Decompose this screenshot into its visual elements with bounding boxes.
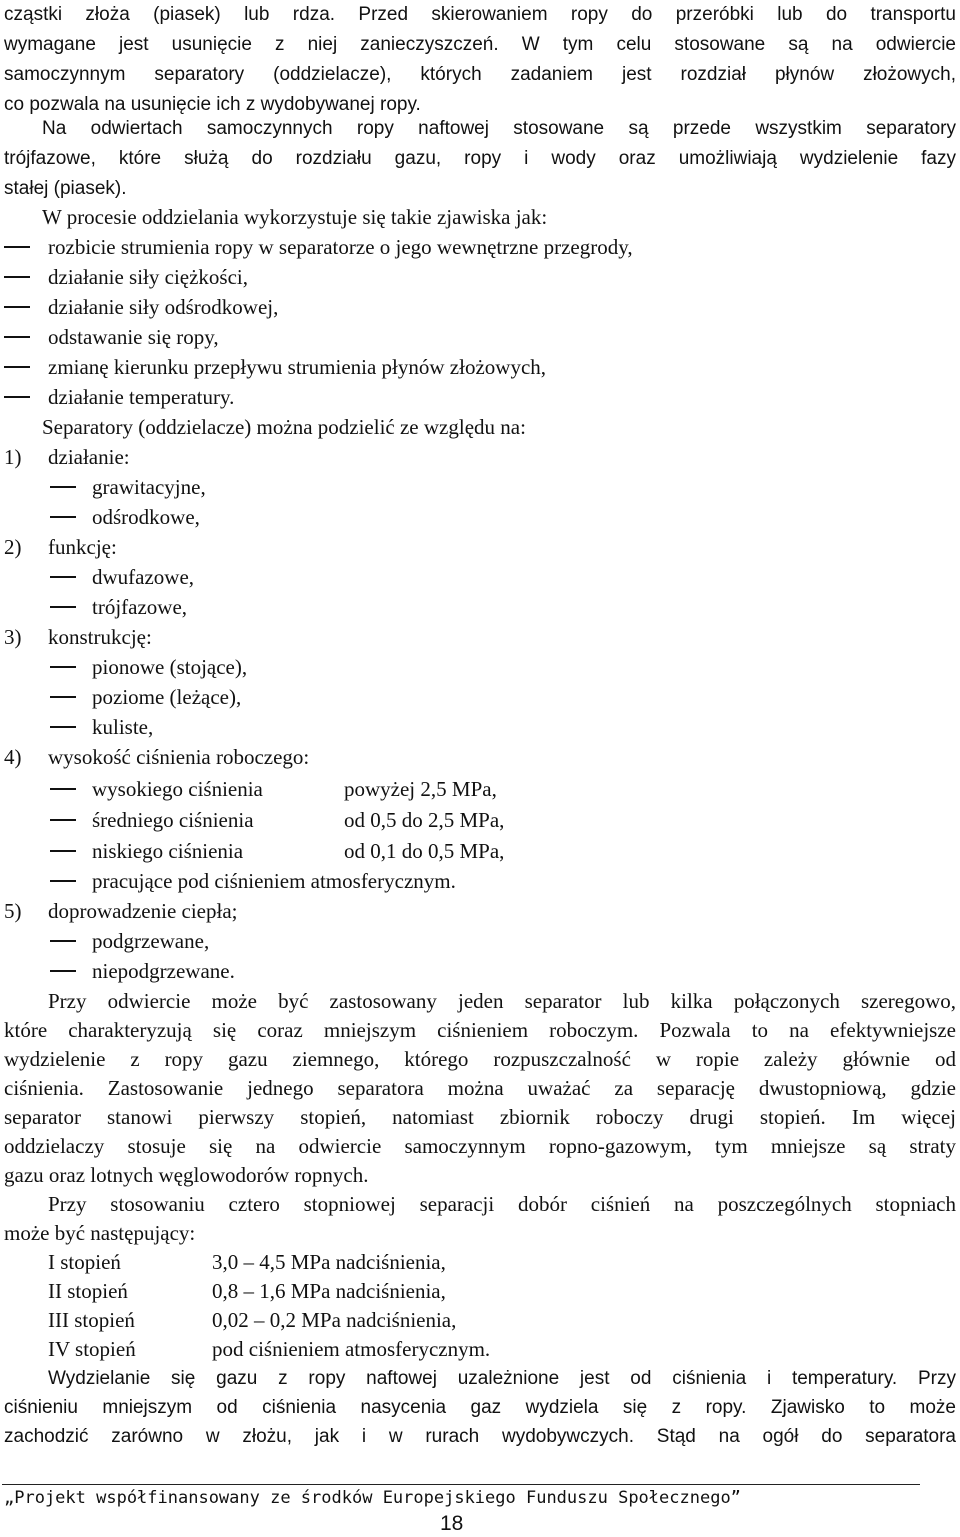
pressure-class-range: od 0,5 do 2,5 MPa, — [344, 808, 505, 832]
group-number: 3) — [4, 625, 22, 649]
paragraph-line: ciśnienia. Zastosowanie jednego separatora można uważać za separację dwustopniową, gdzie — [4, 1076, 956, 1100]
group-label: konstrukcję: — [48, 625, 152, 649]
dash-bullet-icon — [50, 805, 80, 835]
list-item: odśrodkowe, — [92, 505, 200, 529]
group-number: 1) — [4, 445, 22, 469]
list-intro: W procesie oddzielania wykorzystuje się takie zjawiska jak: — [42, 205, 548, 229]
paragraph-line: zachodzić zarówno w złożu, jak i w rurach wydobywczych. Stąd na ogół do separatora — [4, 1426, 956, 1447]
group-number: 4) — [4, 745, 22, 769]
dash-bullet-icon — [50, 926, 80, 956]
stage-pressure: pod ciśnieniem atmosferycznym. — [212, 1337, 491, 1361]
stage-pressure: 0,02 – 0,2 MPa nadciśnienia, — [212, 1308, 457, 1332]
list-item: grawitacyjne, — [92, 475, 206, 499]
dash-bullet-icon — [50, 472, 80, 502]
paragraph-line: samoczynnym separatory (oddzielacze), których zadaniem jest rozdział płynów złożowych, — [4, 64, 956, 85]
stage-label: II stopień — [48, 1279, 128, 1303]
paragraph-line: oddzielaczy stosuje się na odwiercie samoczynnym ropno-gazowym, tym mniejsze są straty — [4, 1134, 956, 1158]
dash-bullet-icon — [50, 652, 80, 682]
dash-bullet-icon — [4, 262, 34, 292]
dash-bullet-icon — [4, 292, 34, 322]
list-item: pionowe (stojące), — [92, 655, 248, 679]
group-label: funkcję: — [48, 535, 117, 559]
stage-pressure: 3,0 – 4,5 MPa nadciśnienia, — [212, 1250, 446, 1274]
paragraph-line: trójfazowe, które służą do rozdziału gazu, ropy i wody oraz umożliwiają wydzielenie fazy — [4, 148, 956, 169]
dash-bullet-icon — [50, 502, 80, 532]
group-label: doprowadzenie ciepła; — [48, 899, 238, 923]
dash-bullet-icon — [4, 382, 34, 412]
paragraph-line: separator stanowi pierwszy stopień, natomiast zbiornik roboczy drugi stopień. Im więcej — [4, 1105, 956, 1129]
group-number: 5) — [4, 899, 22, 923]
pressure-class-name: pracujące pod ciśnieniem atmosferycznym. — [92, 869, 456, 893]
paragraph-line: wydzielenie z ropy gazu ziemnego, którego rozpuszczalność w ropie zależy głównie od — [4, 1047, 956, 1071]
list-item: zmianę kierunku przepływu strumienia płynów złożowych, — [48, 355, 547, 379]
dash-bullet-icon — [50, 836, 80, 866]
list-item: poziome (leżące), — [92, 685, 242, 709]
stage-label: III stopień — [48, 1308, 135, 1332]
paragraph-line: Przy stosowaniu cztero stopniowej separacji dobór ciśnień na poszczególnych stopniach — [48, 1192, 956, 1216]
pressure-class-range: od 0,1 do 0,5 MPa, — [344, 839, 505, 863]
paragraph-line: Przy odwiercie może być zastosowany jeden separator lub kilka połączonych szeregowo, — [48, 989, 956, 1013]
dash-bullet-icon — [50, 774, 80, 804]
group-label: wysokość ciśnienia roboczego: — [48, 745, 310, 769]
paragraph-line: stałej (piasek). — [4, 178, 127, 199]
pressure-class-range: powyżej 2,5 MPa, — [344, 777, 497, 801]
list-item: działanie siły ciężkości, — [48, 265, 249, 289]
dash-bullet-icon — [50, 682, 80, 712]
dash-bullet-icon — [50, 712, 80, 742]
pressure-class-name: średniego ciśnienia — [92, 808, 254, 832]
paragraph-line: Wydzielanie się gazu z ropy naftowej uzależnione jest od ciśnienia i temperatury. Przy — [48, 1368, 956, 1389]
dash-bullet-icon — [4, 322, 34, 352]
page-number: 18 — [440, 1512, 464, 1535]
pressure-class-name: niskiego ciśnienia — [92, 839, 244, 863]
stage-label: IV stopień — [48, 1337, 136, 1361]
list-item: działanie temperatury. — [48, 385, 235, 409]
dash-bullet-icon — [50, 956, 80, 986]
footer-divider — [2, 1484, 920, 1485]
paragraph-line: wymagane jest usunięcie z niej zanieczyszczeń. W tym celu stosowane są na odwiercie — [4, 34, 956, 55]
list-item: odstawanie się ropy, — [48, 325, 219, 349]
dash-bullet-icon — [50, 592, 80, 622]
list-item: niepodgrzewane. — [92, 959, 235, 983]
paragraph-line: ciśnieniu mniejszym od ciśnienia nasycenia gaz wydziela się z ropy. Zjawisko to może — [4, 1397, 956, 1418]
list-item: działanie siły odśrodkowej, — [48, 295, 279, 319]
list-item: dwufazowe, — [92, 565, 195, 589]
group-label: działanie: — [48, 445, 130, 469]
pressure-class-name: wysokiego ciśnienia — [92, 777, 263, 801]
dash-bullet-icon — [4, 352, 34, 382]
list-item: kuliste, — [92, 715, 154, 739]
stage-label: I stopień — [48, 1250, 121, 1274]
list-item: trójfazowe, — [92, 595, 188, 619]
dash-bullet-icon — [50, 562, 80, 592]
list-item: rozbicie strumienia ropy w separatorze o jego wewnętrzne przegrody, — [48, 235, 633, 259]
footer-funding-note: „Projekt współfinansowany ze środków Europejskiego Funduszu Społecznego” — [4, 1488, 741, 1508]
paragraph-line: co pozwala na usunięcie ich z wydobywanej ropy. — [4, 94, 421, 115]
group-number: 2) — [4, 535, 22, 559]
dash-bullet-icon — [50, 866, 80, 896]
dash-bullet-icon — [4, 232, 34, 262]
paragraph-line: cząstki złoża (piasek) lub rdza. Przed skierowaniem ropy do przeróbki lub do transportu — [4, 4, 956, 25]
paragraph-line: gazu oraz lotnych węglowodorów ropnych. — [4, 1163, 369, 1187]
paragraph-line: które charakteryzują się coraz mniejszym ciśnieniem roboczym. Pozwala to na efektywniejsze — [4, 1018, 956, 1042]
list-item: podgrzewane, — [92, 929, 210, 953]
paragraph-line: Na odwiertach samoczynnych ropy naftowej stosowane są przede wszystkim separatory — [42, 118, 956, 139]
stage-pressure: 0,8 – 1,6 MPa nadciśnienia, — [212, 1279, 446, 1303]
paragraph-line: może być następujący: — [4, 1221, 196, 1245]
list-intro: Separatory (oddzielacze) można podzielić ze względu na: — [42, 415, 526, 439]
